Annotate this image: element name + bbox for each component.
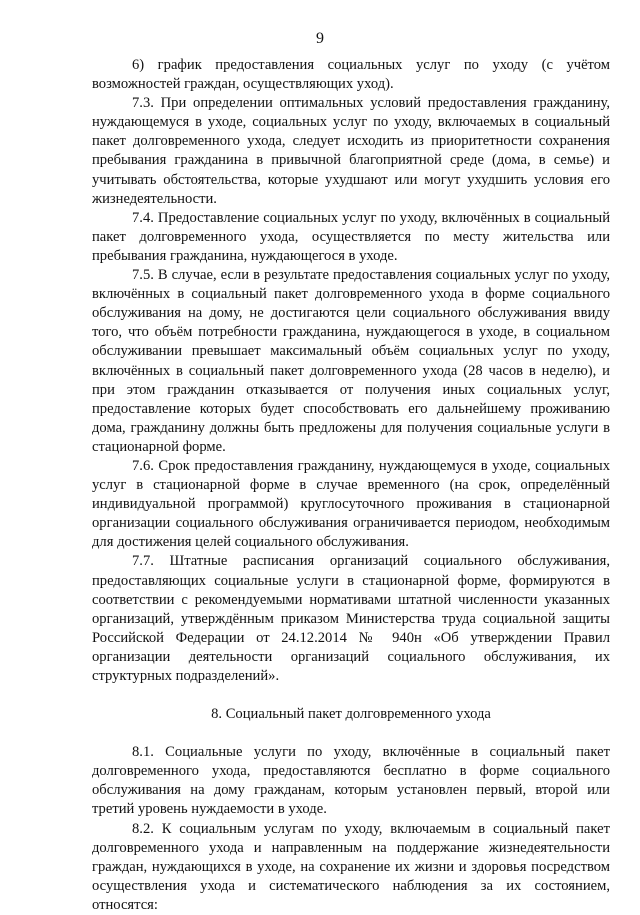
paragraph-7-5: 7.5. В случае, если в результате предоставления социальных услуг по уходу, включённых в социальный пакет долговременного ухода в форме социального обслуживания на дому, не достигаются цели социального обслуживания ввиду того, что объём потребности гражданина, нуждающегося в уходе, в социальном обслуживании превышает максимальный объём социальных услуг по уходу, включённых в социальный пакет долговременного ухода (28 часов в неделю), и при этом гражданин отказывается от получения иных социальных услуг, предоставление которых будет способствовать его дальнейшему проживанию дома, гражданину должны быть предложены для получения социальные услуги в стационарной форме. bbox=[92, 267, 610, 455]
paragraph-7-2-item-6: 6) график предоставления социальных услуг по уходу (с учётом возможностей граждан, осуществляющих уход). bbox=[92, 57, 610, 93]
section-heading-8: 8. Социальный пакет долговременного ухода bbox=[211, 706, 491, 723]
page-number: 9 bbox=[316, 30, 324, 47]
paragraph-8-1: 8.1. Социальные услуги по уходу, включённые в социальный пакет долговременного ухода, предоставляются бесплатно в форме социального обслуживания на дому гражданам, которым установлен первый, второй или третий уровень нуждаемости в уходе. bbox=[92, 744, 610, 818]
paragraph-7-6: 7.6. Срок предоставления гражданину, нуждающемуся в уходе, социальных услуг в стационарной форме в случае временного (на срок, определённый индивидуальной программой) круглосуточного проживания в стационарной организации социального обслуживания ограничивается периодом, необходимым для достижения целей социального обслуживания. bbox=[92, 457, 610, 551]
document-body bbox=[92, 56, 610, 915]
paragraph-7-4: 7.4. Предоставление социальных услуг по уходу, включённых в социальный пакет долговременного ухода, осуществляется по месту жительства или пребывания гражданина, нуждающегося в уходе. bbox=[92, 209, 610, 264]
paragraph-7-7: 7.7. Штатные расписания организаций социального обслуживания, предоставляющих социальные услуги в стационарной форме, формируются в соответствии с рекомендуемыми нормативами штатной численности указанных организаций, утверждённым приказом Министерства труда социальной защиты Российской Федерации от 24.12.2014 № 940н «Об утверждении Правил организации деятельности организаций социального обслуживания, их структурных подразделений». bbox=[92, 553, 610, 684]
paragraph-7-3: 7.3. При определении оптимальных условий предоставления гражданину, нуждающемуся в уходе, социальных услуг по уходу, включаемых в социальный пакет долговременного ухода, следует исходить из приоритетности сохранения пребывания гражданина в привычной благоприятной среде (дома, в семье) и учитывать обстоятельства, которые ухудшают или могут ухудшить условия его жизнедеятельности. bbox=[92, 95, 610, 207]
paragraph-8-2: 8.2. К социальным услугам по уходу, включаемым в социальный пакет долговременного ухода и направленным на поддержание жизнедеятельности граждан, нуждающихся в уходе, на сохранение их жизни и здоровья посредством осуществления ухода и систематического наблюдения за их состоянием, относятся: bbox=[92, 820, 610, 913]
